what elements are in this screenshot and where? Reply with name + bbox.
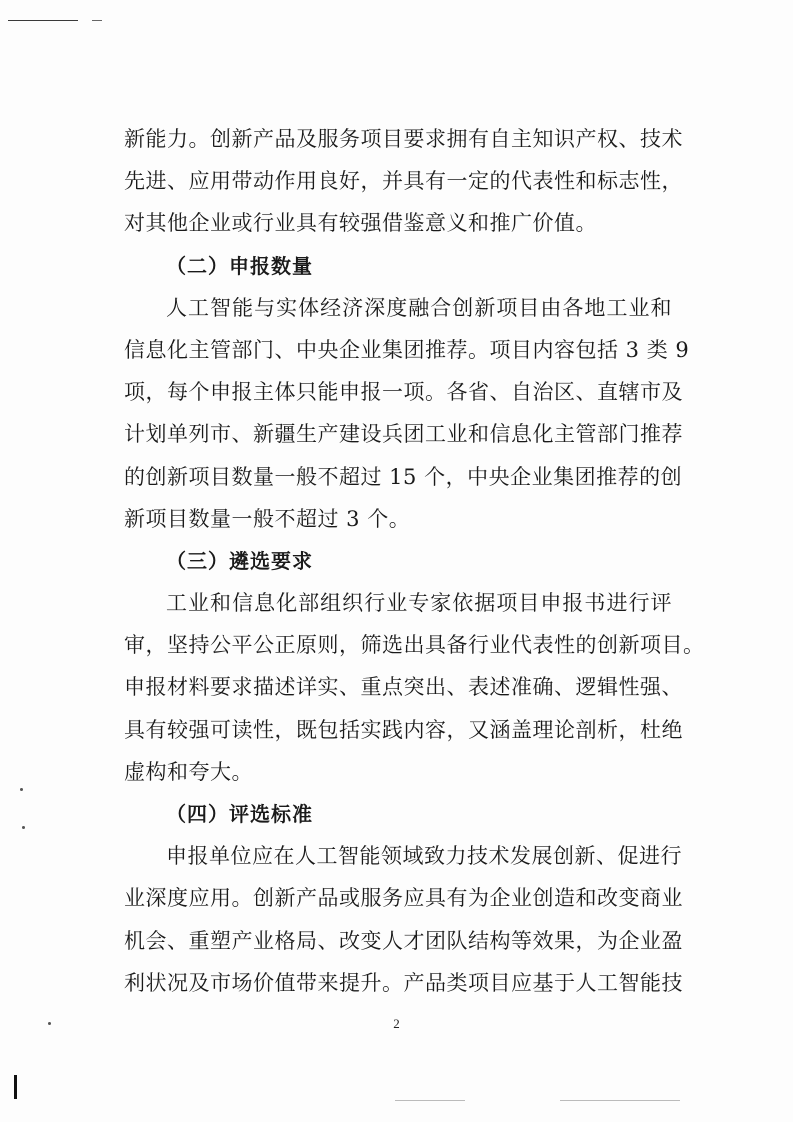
text-line: 先进、应用带动作用良好，并具有一定的代表性和标志性， [124,169,683,194]
text-line: 新能力。创新产品及服务项目要求拥有自主知识产权、技术 [124,127,683,151]
text-line: 人工智能与实体经济深度融合创新项目由各地工业和 [166,295,672,320]
text-line: 项，每个申报主体只能申报一项。各省、自治区、直辖市及 [124,380,683,405]
text-line: 信息化主管部门、中央企业集团推荐。项目内容包括 3 类 9 [124,337,690,362]
section-heading: （四）评选标准 [166,802,313,826]
text-line: 利状况及市场价值带来提升。产品类项目应基于人工智能技 [124,970,683,995]
text-line: 的创新项目数量一般不超过 15 个，中央企业集团推荐的创 [124,464,683,489]
scan-artifact-rule [8,20,78,21]
text-line: 虚构和夸大。 [124,759,253,784]
scan-artifact-rule [560,1100,680,1101]
text-line: 具有较强可读性，既包括实践内容，又涵盖理论剖析，杜绝 [124,717,683,742]
section-heading: （三）遴选要求 [166,548,313,573]
section-heading: （二）申报数量 [166,253,313,278]
text-line: 申报单位应在人工智能领域致力技术发展创新、促进行 [166,844,682,869]
scan-artifact-dot [22,826,25,829]
scan-artifact-rule [92,20,102,21]
text-line: 业深度应用。创新产品或服务应具有为企业创造和改变商业 [124,886,683,911]
text-line: 新项目数量一般不超过 3 个。 [124,506,411,531]
text-line: 对其他企业或行业具有较强借鉴意义和推广价值。 [124,211,597,236]
scan-artifact-dot [20,788,23,791]
text-line: 机会、重塑产业格局、改变人才团队结构等效果，为企业盈 [124,928,683,953]
text-line: 工业和信息化部组织行业专家依据项目申报书进行评 [166,591,672,616]
text-line: 申报材料要求描述详实、重点突出、表述准确、逻辑性强、 [124,675,683,700]
scan-artifact-edge-mark [14,1075,17,1099]
text-line: 审，坚持公平公正原则，筛选出具备行业代表性的创新项目。 [124,633,705,658]
scan-artifact-rule [395,1100,465,1101]
body-text [124,118,705,1004]
text-line: 计划单列市、新疆生产建设兵团工业和信息化主管部门推荐 [124,422,683,447]
page-number: 2 [393,1016,400,1031]
